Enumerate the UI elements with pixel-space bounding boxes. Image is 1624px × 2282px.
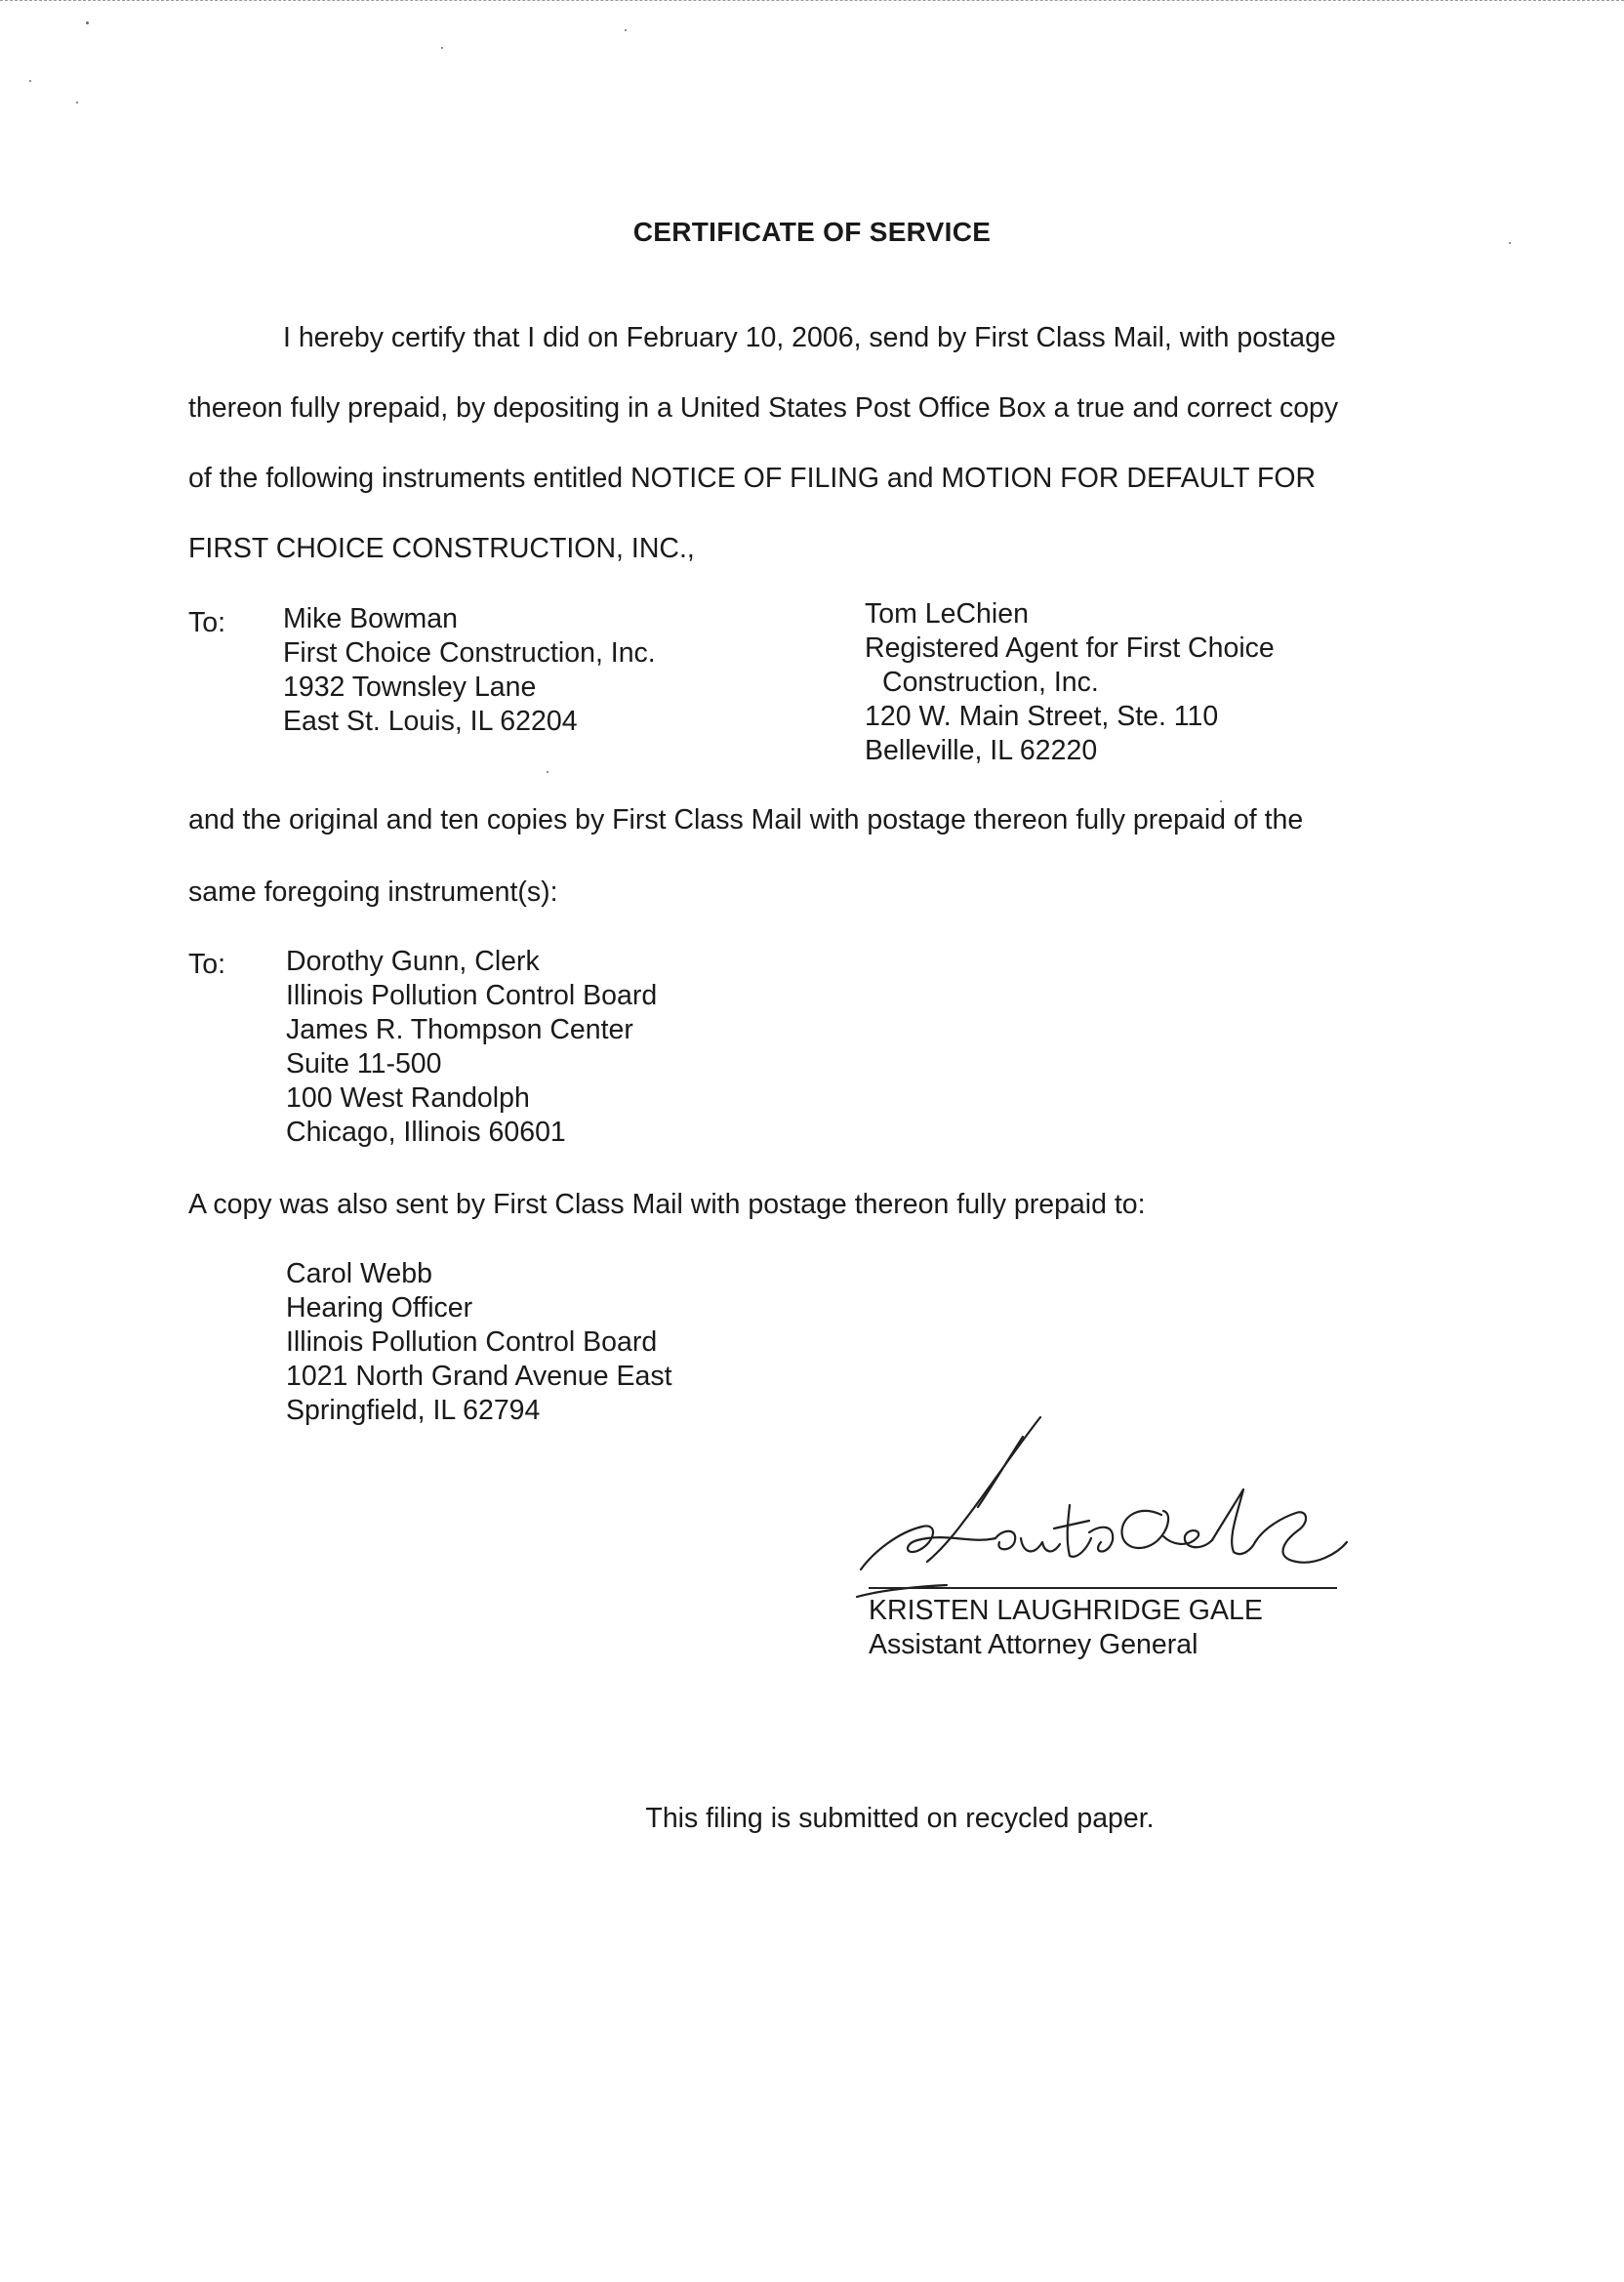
address-line: Belleville, IL 62220 (865, 735, 1098, 766)
document-title: CERTIFICATE OF SERVICE (632, 217, 992, 247)
address-line: 1021 North Grand Avenue East (286, 1361, 672, 1392)
scan-speck (625, 29, 627, 31)
paragraph-line: thereon fully prepaid, by depositing in a United States Post Office Box a true and correct copy (188, 392, 1339, 424)
signer-name: KRISTEN LAUGHRIDGE GALE (869, 1595, 1263, 1626)
scan-speck (547, 771, 548, 773)
paragraph-line: I hereby certify that I did on February 10, 2006, send by First Class Mail, with postage (283, 322, 1336, 353)
recipient-address-lechien (865, 597, 1275, 768)
scan-edge (0, 0, 1624, 3)
address-line: James R. Thompson Center (286, 1014, 633, 1045)
handwritten-signature (849, 1406, 1357, 1610)
signer-title: Assistant Attorney General (869, 1629, 1198, 1660)
address-line: Tom LeChien (865, 598, 1029, 630)
address-line: 120 W. Main Street, Ste. 110 (865, 701, 1219, 732)
recipient-address-hearing-officer (286, 1257, 672, 1428)
paragraph-line: and the original and ten copies by First Class Mail with postage thereon fully prepaid of the (188, 804, 1304, 835)
to-label: To: (188, 949, 226, 980)
paragraph-line: of the following instruments entitled NOTICE OF FILING and MOTION FOR DEFAULT FOR (188, 463, 1317, 494)
recipient-address-bowman (283, 602, 656, 739)
address-line: First Choice Construction, Inc. (283, 637, 656, 669)
scan-speck (86, 21, 89, 24)
address-line: 1932 Townsley Lane (283, 672, 537, 703)
address-line: Illinois Pollution Control Board (286, 980, 658, 1011)
to-label: To: (188, 607, 226, 638)
recipient-address-clerk (286, 945, 657, 1150)
footer-note: This filing is submitted on recycled paper. (645, 1803, 1155, 1834)
address-line: Construction, Inc. (882, 667, 1099, 698)
address-line: East St. Louis, IL 62204 (283, 706, 578, 737)
address-line: Suite 11-500 (286, 1048, 442, 1080)
scan-speck (29, 80, 31, 82)
address-line: Hearing Officer (286, 1292, 473, 1324)
address-line: Illinois Pollution Control Board (286, 1326, 658, 1358)
paragraph-line: FIRST CHOICE CONSTRUCTION, INC., (188, 533, 695, 564)
address-line: Mike Bowman (283, 603, 458, 634)
signature-line (869, 1587, 1337, 1589)
address-line: Registered Agent for First Choice (865, 632, 1275, 664)
address-line: 100 West Randolph (286, 1082, 530, 1114)
address-line: Carol Webb (286, 1258, 432, 1289)
address-line: Dorothy Gunn, Clerk (286, 946, 540, 977)
paragraph-line: A copy was also sent by First Class Mail with postage thereon fully prepaid to: (188, 1189, 1146, 1220)
scan-speck (76, 102, 78, 103)
scan-speck (1220, 800, 1222, 802)
address-line: Springfield, IL 62794 (286, 1395, 541, 1426)
signature-block (869, 1594, 1263, 1662)
paragraph-line: same foregoing instrument(s): (188, 876, 558, 908)
address-line: Chicago, Illinois 60601 (286, 1117, 566, 1148)
scan-speck (441, 47, 443, 49)
